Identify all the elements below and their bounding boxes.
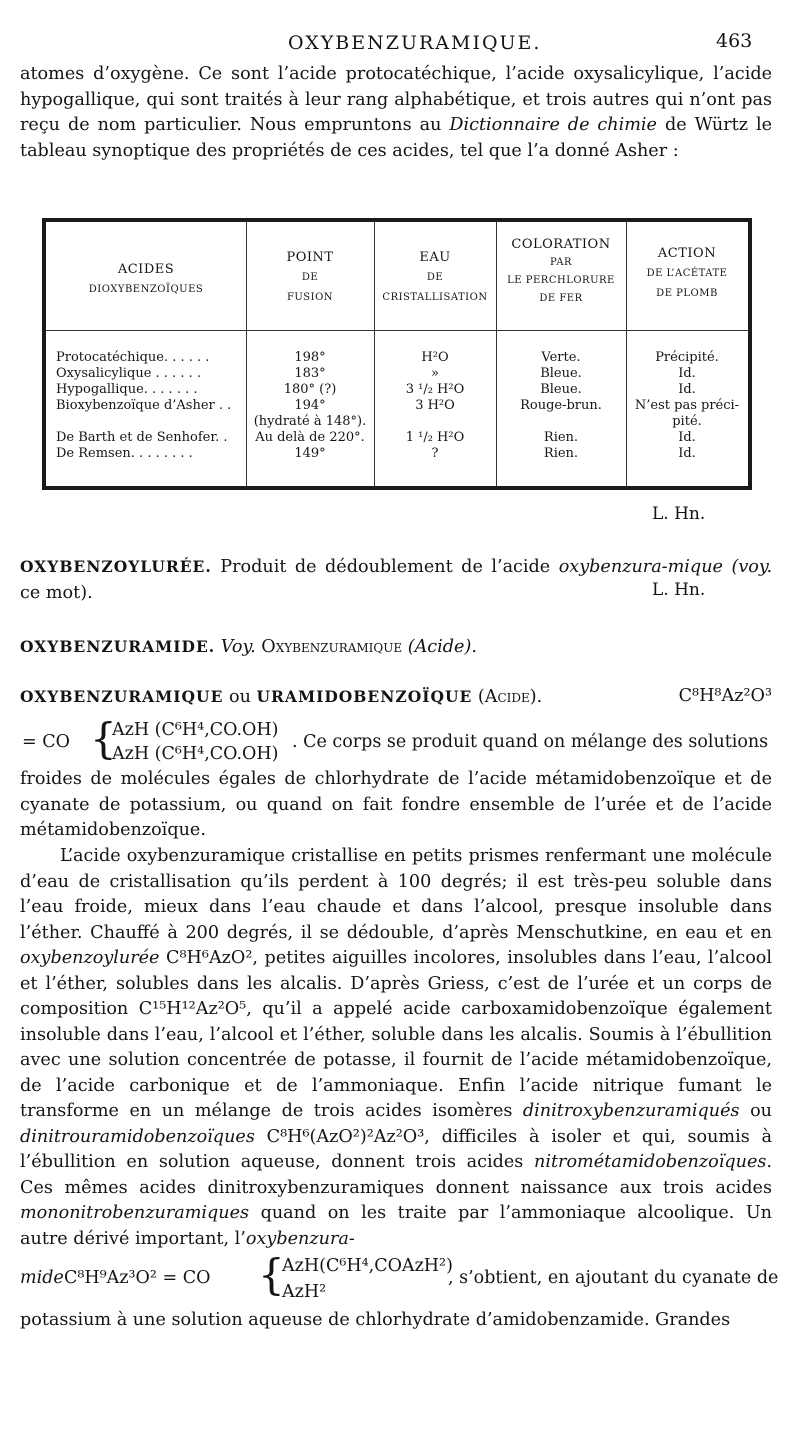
table-col-coloration: Verte. Bleue. Bleue. Rouge-brun. Rien. Rien. (520, 350, 602, 461)
signature: L. Hn. (652, 504, 706, 524)
signature: L. Hn. (652, 580, 706, 600)
header-action: ACTION DE L’ACÉTATE DE PLOMB (646, 246, 728, 299)
table-col-action: Précipité. Id. Id. N’est pas préci- pité. Id. Id. (634, 350, 740, 461)
properties-table (42, 218, 752, 490)
table-col-names: Protocatéchique. . . . . . Oxysalicylique . . . . . . Hypogallique. . . . . . . Bioxybenzoïque d’Asher . . De Barth et de Senhofer. . De Remsen. . . . . . . . (56, 350, 232, 461)
entry-term: URAMIDOBENZOÏQUE (256, 687, 473, 706)
running-title: OXYBENZURAMIQUE. (288, 32, 542, 54)
entry-term: OXYBENZOYLURÉE. (20, 557, 212, 576)
entry-oxybenzoyluree: OXYBENZOYLURÉE. Produit de dédoublement de l’acide oxybenzura-mique (voy. ce mot). (20, 557, 773, 603)
entry-oxybenzuramide: OXYBENZURAMIDE. Voy. Oxybenzuramique (Acide). (20, 637, 477, 657)
structural-formula: = CO { AzH (C⁶H⁴,CO.OH) AzH (C⁶H⁴,CO.OH) . Ce corps se produit quand on mélange des solutions (22, 714, 769, 764)
header-point-fusion: POINT DE FUSION (286, 250, 334, 303)
entry-term: OXYBENZURAMIDE. (20, 637, 216, 656)
intro-text: atomes d’oxygène. Ce sont l’acide protocatéchique, l’acide oxysalicylique, l’acide hypogallique, qui sont traités à leur rang alphabétique, et trois autres qui n’ont pas reçu de nom particulier. Nous empruntons au (20, 64, 772, 135)
brace-symbol: { (258, 1250, 285, 1299)
chemical-formula: C⁸H⁸Az²O³ (678, 686, 772, 706)
table-col-fusion: 198° 183° 180° (?) 194° (hydraté à 148°). Au delà de 220°. 149° (253, 350, 367, 461)
entry-oxybenzuramique-head: OXYBENZURAMIQUE ou URAMIDOBENZOÏQUE (Acide). C⁸H⁸Az²O³ (20, 684, 772, 714)
table-col-eau: H²O » 3 ¹/₂ H²O 3 H²O 1 ¹/₂ H²O ? (405, 350, 465, 461)
intro-end: de Würtz le tableau synoptique des propriétés de ces acides, tel que l’a donné Asher : (20, 115, 773, 161)
header-eau: EAU DE CRISTALLISATION (382, 250, 488, 303)
structural-formula-2: mide C⁸H⁹Az³O² = CO { AzH(C⁶H⁴,COAzH²) AzH² , s’obtient, en ajoutant du cyanate de (20, 1250, 779, 1302)
page-number: 463 (716, 30, 753, 52)
running-header (0, 30, 800, 60)
header-acides: ACIDES DIOXYBENZOÏQUES (88, 262, 204, 295)
intro-italic: Dictionnaire de chimie (449, 115, 657, 135)
final-line: potassium à une solution aqueuse de chlorhydrate d’amidobenzamide. Grandes (20, 1310, 731, 1330)
entry-oxybenzuramique-continuation: froides de molécules égales de chlorhydrate de l’acide métamidobenzoïque et de cyanate de potassium, ou quand on fait fondre ensemble de l’urée et de l’acide métamidobenzoïque. (20, 769, 772, 840)
intro-paragraph (20, 62, 772, 164)
body-paragraph: L’acide oxybenzuramique cristallise en petits prismes renfermant une molécule d’eau de cristallisation qu’ils perdent à 100 degrés; il est très-peu soluble dans l’eau froide, mieux dans l’eau chaude et dans l’alcool, presque insoluble dans l’éther. Chauffé à 200 degrés, il se dédouble, d’après Menschutkine, en eau et en oxybenzoylurée C⁸H⁶AzO², petites aiguilles incolores, insolubles dans l’eau, l’alcool et l’éther, solubles dans les alcalis. D’après Griess, c’est de l’urée et un corps de composition C¹⁵H¹²Az²O⁵, qu’il a appelé acide carboxamidobenzoïque également insoluble dans l’eau, l’alcool et l’éther, soluble dans les alcalis. Soumis à l’ébullition avec une solution concentrée de potasse, il fournit de l’acide métamidobenzoïque, de l’acide carbonique et de l’ammoniaque. Enfin l’acide nitrique fumant le transforme en un mélange de trois acides isomères dinitroxybenzuramiqués ou dinitrouramidobenzoïques C⁸H⁶(AzO²)²Az²O³, difficiles à isoler et qui, soumis à l’ébullition en solution aqueuse, donnent trois acides nitrométamidobenzoïques. Ces mêmes acides dinitroxybenzuramiques donnent naissance aux trois acides mononitrobenzuramiques quand on les traite par l’ammoniaque alcoolique. Un autre dérivé important, l’oxybenzura- (20, 846, 773, 1249)
header-coloration: COLORATION PAR LE PERCHLORURE DE FER (507, 237, 615, 304)
entry-term: OXYBENZURAMIQUE (20, 687, 224, 706)
brace-symbol: { (90, 714, 117, 763)
